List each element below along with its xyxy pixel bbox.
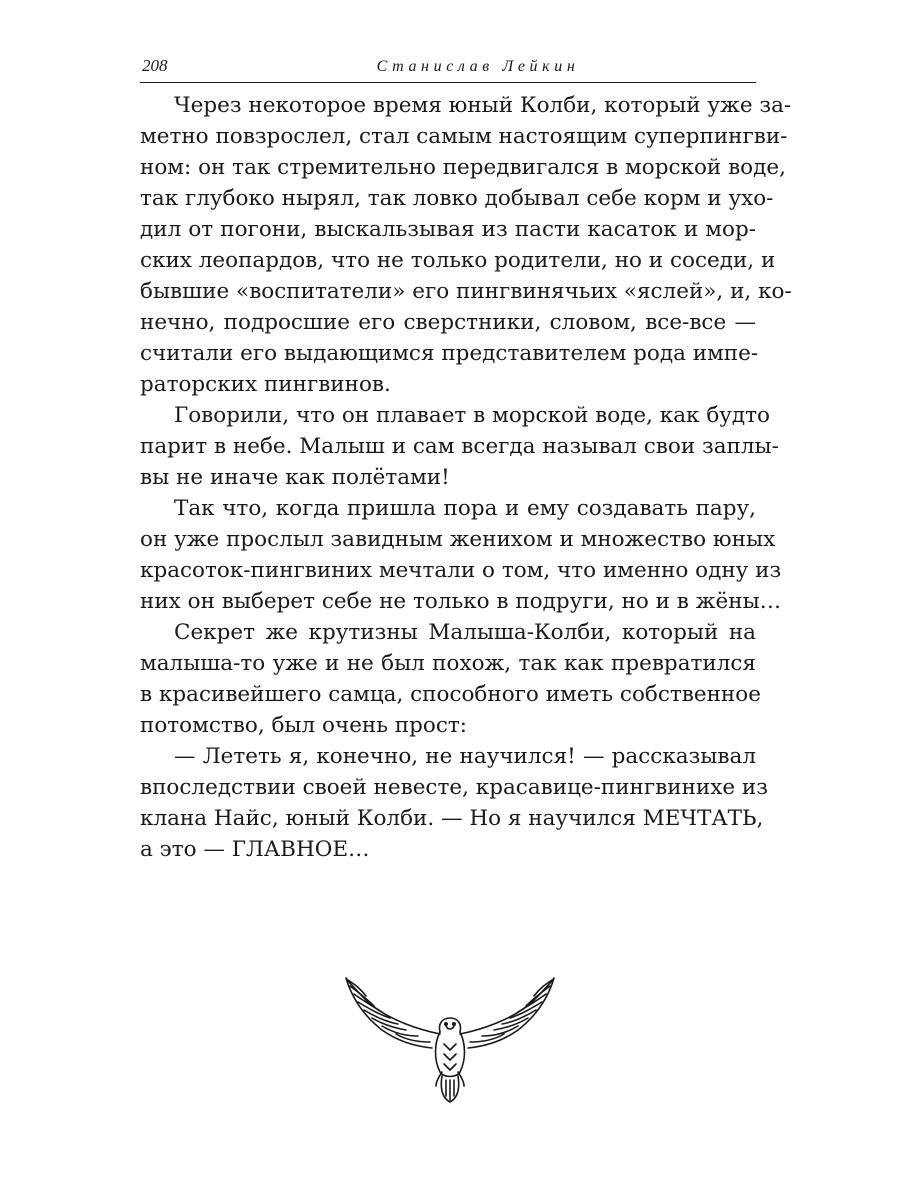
- text-line: так глубоко нырял, так ловко добывал себе корм и ухо-: [140, 186, 774, 211]
- text-line: впоследствии своей невесте, красавице-пингвинихе из: [140, 775, 768, 800]
- text-line: потомство, был очень прост:: [140, 713, 468, 738]
- page-header: [140, 56, 756, 84]
- text-line: считали его выдающимся представителем рода импе-: [140, 341, 759, 366]
- text-line: Секрет же крутизны Малыша-Колби, который на: [174, 620, 756, 645]
- header-rule: [140, 82, 756, 83]
- text-line: малыша-то уже и не был похож, так как превратился: [140, 651, 756, 676]
- text-line: дил от погони, выскальзывая из пасти касаток и мор-: [140, 217, 756, 242]
- text-line: Так что, когда пришла пора и ему создавать пару,: [174, 496, 756, 521]
- text-line: Через некоторое время юный Колби, который уже за-: [174, 93, 792, 118]
- text-line: Говорили, что он плавает в морской воде, как будто: [174, 403, 770, 428]
- text-line: них он выберет себе не только в подруги, но и в жёны…: [140, 589, 782, 614]
- text-line: раторских пингвинов.: [140, 372, 391, 397]
- text-line: он уже прослыл завидным женихом и множество юных: [140, 527, 776, 552]
- page-number: 208: [142, 56, 168, 75]
- text-line: красоток-пингвиних мечтали о том, что именно одну из: [140, 558, 782, 583]
- eagle-icon: [340, 972, 560, 1108]
- text-line: ских леопардов, что не только родители, но и соседи, и: [140, 248, 776, 273]
- running-head-author: Станислав Лейкин: [376, 58, 580, 75]
- text-line: метно повзрослел, стал самым настоящим суперпингви-: [140, 124, 788, 149]
- paragraph: [140, 741, 768, 865]
- text-line: а это — ГЛАВНОЕ…: [140, 837, 370, 862]
- paragraph: [140, 90, 792, 400]
- text-line: — Лететь я, конечно, не научился! — рассказывал: [174, 744, 756, 769]
- paragraph: [140, 617, 761, 741]
- text-line: ном: он так стремительно передвигался в морской воде,: [140, 155, 786, 180]
- text-line: в красивейшего самца, способного иметь собственное: [140, 682, 761, 707]
- text-line: парит в небе. Малыш и сам всегда называл свои заплы-: [140, 434, 779, 459]
- text-line: нечно, подросшие его сверстники, словом, все-все —: [140, 310, 756, 335]
- text-line: вы не иначе как полётами!: [140, 465, 450, 490]
- text-line: клана Найс, юный Колби. — Но я научился МЕЧТАТЬ,: [140, 806, 764, 831]
- paragraph: [140, 400, 779, 493]
- text-line: бывшие «воспитатели» его пингвинячьих «яслей», и, ко-: [140, 279, 792, 304]
- body-text: [140, 90, 792, 865]
- paragraph: [140, 493, 782, 617]
